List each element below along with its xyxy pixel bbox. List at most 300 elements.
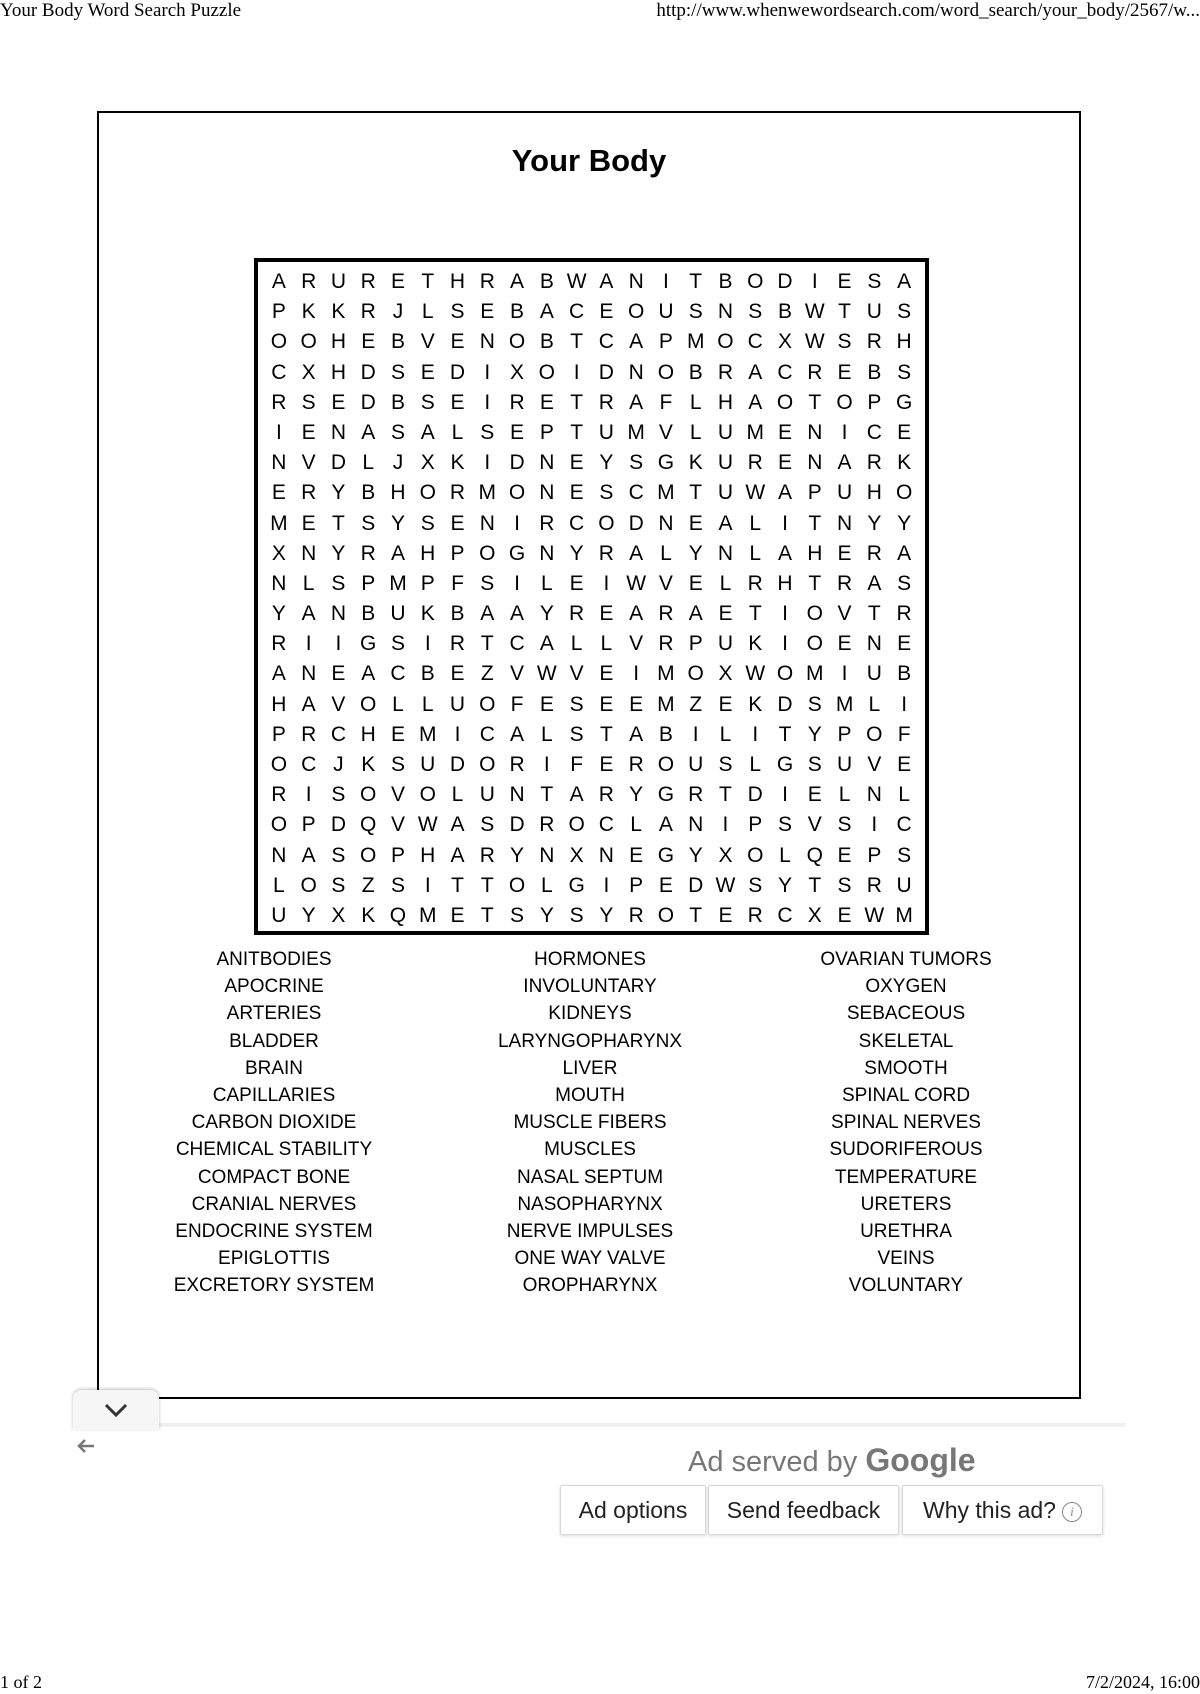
grid-letter: E — [599, 662, 614, 686]
grid-letter: L — [421, 692, 434, 716]
grid-letter: S — [480, 571, 495, 595]
grid-letter: O — [598, 511, 615, 535]
grid-letter: E — [569, 451, 584, 475]
grid-letter: Y — [807, 722, 822, 746]
word-list-column-3 — [756, 946, 1056, 1300]
grid-letter: A — [629, 541, 644, 565]
grid-letter: S — [510, 903, 525, 927]
grid-letter: F — [659, 390, 673, 414]
grid-letter: O — [836, 390, 853, 414]
grid-letter: R — [509, 753, 525, 776]
grid-letter: U — [896, 873, 912, 897]
grid-letter: U — [271, 903, 287, 927]
grid-letter: C — [271, 360, 287, 384]
grid-letter: R — [598, 541, 614, 565]
grid-letter: T — [451, 873, 464, 897]
grid-letter: O — [776, 390, 794, 414]
word-list-item: SMOOTH — [864, 1057, 948, 1079]
grid-letter: H — [330, 360, 346, 384]
grid-letter: E — [539, 390, 554, 414]
grid-letter: E — [718, 692, 733, 716]
grid-letter: S — [897, 360, 912, 384]
grid-letter: W — [804, 330, 825, 354]
grid-letter: U — [717, 451, 734, 475]
grid-letter: M — [270, 511, 288, 535]
grid-letter: B — [539, 270, 554, 293]
grid-letter: F — [570, 753, 584, 776]
grid-letter: K — [748, 692, 763, 716]
grid-letter: I — [782, 632, 788, 656]
grid-letter: W — [626, 571, 647, 595]
grid-letter: L — [749, 753, 762, 776]
grid-letter: U — [390, 602, 406, 626]
grid-letter: R — [866, 541, 882, 565]
page-number: 1 of 2 — [0, 1672, 42, 1692]
grid-letter: E — [807, 783, 822, 807]
why-this-ad-button[interactable] — [902, 1485, 1103, 1535]
grid-letter: U — [479, 783, 495, 807]
grid-letter: L — [570, 632, 583, 656]
grid-letter: C — [777, 360, 793, 384]
grid-letter: T — [480, 873, 494, 897]
grid-letter: U — [866, 662, 882, 686]
grid-letter: O — [895, 481, 913, 505]
grid-letter: B — [539, 330, 554, 354]
grid-letter: S — [897, 843, 912, 867]
grid-letter: N — [539, 541, 555, 565]
word-list-item: SPINAL CORD — [841, 1085, 971, 1107]
grid-letter: T — [421, 270, 435, 293]
grid-letter: Y — [301, 903, 316, 927]
grid-letter: V — [658, 420, 673, 444]
grid-letter: E — [301, 511, 316, 535]
grid-letter: C — [509, 632, 525, 656]
grid-letter: I — [275, 420, 282, 444]
grid-letter: E — [450, 511, 465, 535]
grid-letter: E — [688, 511, 703, 535]
grid-letter: H — [271, 692, 287, 716]
grid-letter: E — [718, 602, 733, 626]
grid-letter: O — [360, 783, 377, 807]
grid-letter: I — [692, 722, 699, 746]
grid-letter: W — [417, 813, 438, 837]
grid-letter: I — [335, 632, 342, 656]
grid-letter: C — [777, 903, 793, 927]
grid-letter: A — [658, 813, 673, 837]
word-list-item: MUSCLES — [544, 1139, 636, 1161]
grid-letter: D — [688, 873, 704, 897]
grid-letter: S — [331, 843, 346, 867]
grid-letter: P — [301, 813, 316, 837]
grid-letter: D — [330, 813, 346, 837]
grid-letter: B — [778, 300, 793, 324]
grid-letter: V — [331, 692, 346, 716]
grid-letter: O — [300, 873, 317, 897]
word-list-item: MOUTH — [555, 1085, 625, 1107]
grid-letter: L — [540, 873, 553, 897]
grid-letter: P — [629, 873, 644, 897]
grid-letter: P — [271, 722, 286, 746]
grid-letter: H — [390, 481, 406, 505]
grid-letter: T — [689, 903, 703, 927]
grid-letter: R — [598, 390, 614, 414]
grid-letter: Y — [688, 843, 703, 867]
grid-letter: O — [300, 330, 317, 354]
grid-letter: I — [543, 753, 550, 776]
word-list-item: LIVER — [562, 1057, 618, 1079]
grid-letter: I — [782, 602, 788, 626]
grid-letter: R — [807, 360, 823, 384]
grid-letter: R — [628, 903, 644, 927]
grid-letter: O — [657, 753, 675, 776]
grid-letter: O — [657, 360, 675, 384]
grid-letter: E — [450, 330, 465, 354]
grid-letter: N — [807, 451, 823, 475]
grid-letter: Z — [689, 692, 703, 716]
grid-letter: C — [747, 330, 763, 354]
grid-letter: W — [804, 300, 825, 324]
grid-letter: I — [782, 783, 788, 807]
grid-letter: I — [514, 511, 520, 535]
grid-letter: R — [301, 270, 317, 293]
grid-letter: Y — [390, 511, 405, 535]
grid-letter: Z — [361, 873, 375, 897]
grid-letter: K — [301, 300, 316, 324]
grid-letter: K — [361, 903, 376, 927]
grid-letter: V — [510, 662, 525, 686]
grid-letter: A — [629, 602, 644, 626]
grid-letter: A — [837, 451, 852, 475]
grid-letter: E — [599, 753, 614, 776]
send-feedback-button[interactable]: Send feedback — [708, 1485, 899, 1535]
word-list-item: NASOPHARYNX — [517, 1193, 663, 1215]
grid-letter: D — [777, 692, 793, 716]
grid-letter: S — [480, 420, 495, 444]
grid-letter: R — [271, 783, 287, 807]
grid-letter: A — [301, 692, 316, 716]
grid-letter: W — [864, 903, 885, 927]
grid-letter: M — [418, 722, 437, 746]
grid-letter: S — [331, 873, 346, 897]
grid-letter: I — [722, 813, 729, 837]
grid-letter: A — [629, 330, 644, 354]
grid-letter: E — [450, 903, 465, 927]
grid-letter: A — [897, 541, 912, 565]
grid-letter: T — [867, 602, 881, 626]
grid-letter: L — [540, 571, 553, 595]
grid-letter: I — [305, 783, 312, 807]
why-this-ad-label: Why this ad? — [923, 1497, 1056, 1523]
grid-letter: B — [390, 330, 405, 354]
grid-letter: N — [836, 511, 853, 535]
grid-letter: E — [361, 330, 376, 354]
grid-letter: N — [330, 602, 346, 626]
grid-letter: A — [361, 662, 376, 686]
grid-letter: A — [390, 541, 405, 565]
grid-letter: B — [658, 722, 673, 746]
grid-letter: E — [897, 420, 912, 444]
grid-letter: U — [658, 300, 674, 324]
grid-letter: L — [749, 541, 762, 565]
grid-letter: J — [333, 753, 344, 776]
grid-letter: L — [689, 420, 702, 444]
grid-letter: V — [569, 662, 584, 686]
grid-letter: P — [867, 390, 882, 414]
word-list-item: NASAL SEPTUM — [516, 1166, 664, 1188]
grid-letter: X — [331, 903, 346, 927]
grid-letter: E — [837, 843, 852, 867]
grid-letter: B — [897, 662, 912, 686]
grid-letter: E — [510, 420, 525, 444]
grid-letter: L — [719, 571, 732, 595]
grid-letter: D — [330, 451, 346, 475]
grid-letter: O — [508, 481, 526, 505]
grid-letter: B — [420, 662, 435, 686]
grid-letter: I — [841, 662, 848, 686]
grid-letter: R — [866, 330, 882, 354]
grid-letter: R — [747, 451, 763, 475]
grid-letter: O — [508, 873, 526, 897]
grid-letter: N — [330, 420, 346, 444]
grid-letter: S — [837, 873, 852, 897]
grid-letter: P — [807, 481, 822, 505]
grid-letter: I — [871, 813, 878, 837]
word-list-item: APOCRINE — [224, 976, 324, 998]
grid-letter: M — [895, 903, 913, 927]
grid-letter: L — [868, 692, 881, 716]
grid-letter: J — [392, 451, 404, 475]
grid-letter: Y — [331, 481, 346, 505]
grid-letter: I — [752, 722, 759, 746]
grid-letter: W — [745, 662, 766, 686]
grid-letter: O — [747, 270, 764, 293]
grid-letter: T — [808, 390, 822, 414]
grid-letter: X — [807, 903, 822, 927]
grid-letter: X — [301, 360, 316, 384]
ad-options-button[interactable]: Ad options — [560, 1485, 706, 1535]
grid-letter: L — [689, 390, 702, 414]
grid-letter: N — [628, 270, 644, 293]
grid-letter: A — [539, 632, 554, 656]
grid-letter: R — [449, 481, 466, 505]
grid-letter: B — [510, 300, 525, 324]
grid-letter: G — [360, 632, 377, 656]
document-title: Your Body Word Search Puzzle — [0, 0, 242, 21]
grid-letter: R — [866, 451, 882, 475]
grid-letter: P — [420, 571, 435, 595]
grid-letter: R — [360, 270, 376, 293]
grid-letter: P — [271, 300, 286, 324]
grid-letter: H — [866, 481, 882, 505]
puzzle-title: Your Body — [511, 143, 667, 178]
grid-letter: I — [454, 722, 461, 746]
grid-letter: O — [419, 783, 436, 807]
grid-letter: O — [806, 632, 823, 656]
grid-letter: R — [479, 843, 495, 867]
grid-letter: E — [331, 390, 346, 414]
grid-letter: X — [510, 360, 525, 384]
grid-letter: L — [600, 632, 613, 656]
grid-letter: R — [598, 783, 614, 807]
grid-letter: E — [837, 270, 852, 293]
grid-letter: G — [568, 873, 585, 897]
grid-letter: E — [688, 571, 703, 595]
grid-letter: Y — [688, 541, 703, 565]
grid-letter: A — [629, 722, 644, 746]
google-logo-text: Google — [865, 1442, 976, 1478]
grid-letter: M — [478, 481, 497, 505]
grid-letter: S — [301, 390, 316, 414]
grid-letter: O — [479, 753, 496, 776]
grid-letter: F — [451, 571, 464, 595]
word-list-item: EPIGLOTTIS — [218, 1248, 330, 1270]
grid-letter: L — [451, 783, 464, 807]
grid-letter: A — [778, 481, 793, 505]
grid-letter: G — [657, 843, 675, 867]
grid-letter: N — [539, 481, 555, 505]
grid-letter: C — [598, 330, 614, 354]
grid-letter: K — [688, 451, 703, 475]
grid-letter: O — [568, 813, 585, 837]
grid-letter: U — [449, 692, 466, 716]
grid-letter: V — [390, 783, 405, 807]
grid-letter: S — [778, 813, 793, 837]
grid-letter: E — [450, 390, 465, 414]
grid-letter: E — [450, 662, 465, 686]
grid-letter: R — [271, 632, 287, 656]
word-list-item: COMPACT BONE — [197, 1166, 351, 1188]
grid-letter: S — [390, 420, 405, 444]
grid-letter: O — [360, 843, 377, 867]
grid-letter: T — [689, 270, 703, 293]
grid-letter: T — [480, 903, 494, 927]
ad-collapse-button[interactable] — [73, 1390, 159, 1430]
grid-letter: E — [539, 692, 554, 716]
grid-letter: B — [390, 390, 405, 414]
grid-letter: D — [449, 753, 466, 776]
grid-letter: M — [835, 692, 854, 716]
grid-letter: S — [837, 813, 852, 837]
grid-letter: M — [657, 692, 675, 716]
grid-letter: S — [897, 571, 912, 595]
grid-letter: O — [270, 330, 288, 354]
grid-letter: S — [748, 873, 763, 897]
grid-letter: X — [569, 843, 584, 867]
word-list-item: BLADDER — [229, 1030, 319, 1052]
grid-letter: A — [450, 813, 465, 837]
grid-letter: G — [657, 451, 675, 475]
grid-letter: D — [509, 813, 525, 837]
grid-letter: O — [776, 662, 794, 686]
word-list-item: VEINS — [877, 1248, 935, 1270]
grid-letter: K — [361, 753, 376, 776]
chevron-down-icon — [103, 1402, 129, 1418]
grid-letter: X — [420, 451, 435, 475]
grid-letter: E — [897, 632, 912, 656]
word-list-item: URETERS — [860, 1193, 952, 1215]
word-list-column-2 — [440, 946, 740, 1300]
grid-letter: A — [510, 722, 525, 746]
grid-letter: N — [509, 783, 525, 807]
grid-letter: M — [418, 903, 437, 927]
grid-letter: D — [747, 783, 763, 807]
word-list-item: ONE WAY VALVE — [514, 1248, 666, 1270]
grid-letter: L — [779, 843, 791, 867]
grid-letter: K — [897, 451, 912, 475]
grid-letter: L — [302, 571, 315, 595]
grid-letter: M — [746, 420, 764, 444]
puzzle-page-frame — [97, 111, 1081, 1399]
grid-letter: R — [271, 390, 287, 414]
grid-letter: X — [271, 541, 286, 565]
grid-letter: E — [837, 903, 852, 927]
grid-letter: E — [271, 481, 286, 505]
grid-letter: I — [841, 420, 848, 444]
grid-letter: S — [331, 783, 346, 807]
grid-letter: W — [745, 481, 766, 505]
word-list-item: VOLUNTARY — [848, 1275, 964, 1297]
grid-letter: A — [748, 390, 763, 414]
grid-letter: U — [836, 481, 853, 505]
grid-letter: S — [718, 753, 733, 776]
grid-letter: K — [450, 451, 465, 475]
grid-letter: G — [657, 783, 675, 807]
grid-letter: S — [361, 511, 376, 535]
grid-letter: Q — [389, 903, 407, 927]
grid-letter: P — [450, 541, 465, 565]
word-list-item: HORMONES — [534, 949, 646, 970]
grid-letter: E — [480, 300, 495, 324]
grid-letter: X — [718, 662, 733, 686]
grid-letter: Y — [510, 843, 525, 867]
grid-letter: H — [360, 722, 376, 746]
grid-letter: I — [484, 360, 491, 384]
grid-letter: S — [569, 692, 584, 716]
grid-letter: N — [628, 360, 644, 384]
grid-letter: Y — [569, 541, 584, 565]
grid-letter: N — [271, 843, 287, 867]
grid-letter: A — [271, 270, 286, 293]
grid-letter: T — [778, 722, 792, 746]
grid-letter: U — [598, 420, 614, 444]
grid-letter: E — [390, 722, 405, 746]
word-list-item: CAPILLARIES — [212, 1085, 336, 1107]
grid-letter: U — [420, 753, 436, 776]
grid-letter: E — [420, 360, 435, 384]
grid-letter: A — [629, 390, 644, 414]
grid-letter: G — [508, 541, 526, 565]
grid-letter: C — [896, 813, 912, 837]
back-arrow-icon[interactable] — [76, 1436, 96, 1460]
grid-letter: S — [480, 813, 495, 837]
grid-letter: Y — [599, 903, 614, 927]
grid-letter: G — [776, 753, 794, 776]
grid-letter: K — [420, 602, 435, 626]
grid-letter: L — [273, 873, 285, 897]
ad-served-by-text — [688, 1442, 976, 1480]
grid-letter: R — [539, 813, 555, 837]
word-list-item: MUSCLE FIBERS — [513, 1112, 667, 1134]
grid-letter: E — [331, 662, 346, 686]
grid-letter: I — [603, 873, 610, 897]
grid-letter: Z — [480, 662, 494, 686]
grid-letter: H — [449, 270, 466, 293]
grid-letter: M — [657, 481, 675, 505]
grid-letter: T — [689, 481, 703, 505]
grid-letter: N — [866, 632, 882, 656]
grid-letter: Y — [629, 783, 644, 807]
grid-letter: T — [748, 602, 762, 626]
